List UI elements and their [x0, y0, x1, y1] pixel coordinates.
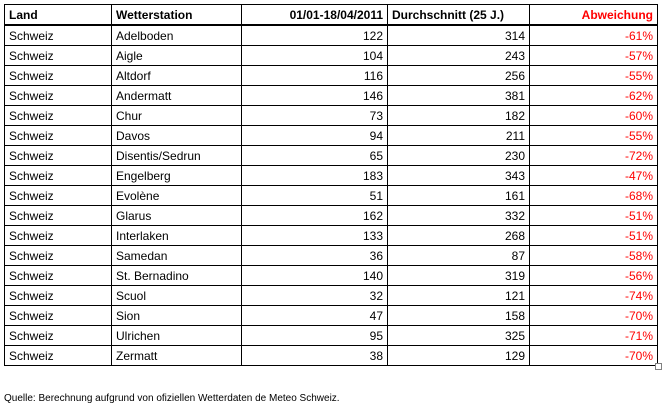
cell-land: Schweiz: [5, 86, 112, 106]
cell-deviation: -74%: [530, 286, 658, 306]
cell-station: Glarus: [112, 206, 242, 226]
table-row: [5, 66, 658, 86]
table-row: [5, 146, 658, 166]
cell-station: Engelberg: [112, 166, 242, 186]
cell-period: 36: [242, 246, 388, 266]
cell-station: Samedan: [112, 246, 242, 266]
cell-average: 332: [388, 206, 530, 226]
cell-station: Davos: [112, 126, 242, 146]
cell-deviation: -60%: [530, 106, 658, 126]
cell-average: 158: [388, 306, 530, 326]
header-land: Land: [5, 5, 112, 26]
cell-average: 243: [388, 46, 530, 66]
cell-station: Zermatt: [112, 346, 242, 366]
table-row: [5, 206, 658, 226]
cell-average: 161: [388, 186, 530, 206]
table-row: [5, 346, 658, 366]
cell-land: Schweiz: [5, 166, 112, 186]
header-deviation: Abweichung: [530, 5, 658, 26]
cell-period: 162: [242, 206, 388, 226]
table-row: [5, 86, 658, 106]
table-row: [5, 166, 658, 186]
table-row: [5, 106, 658, 126]
cell-land: Schweiz: [5, 346, 112, 366]
cell-average: 256: [388, 66, 530, 86]
weather-table-sheet: [4, 4, 658, 366]
cell-average: 129: [388, 346, 530, 366]
cell-deviation: -72%: [530, 146, 658, 166]
cell-average: 230: [388, 146, 530, 166]
cell-average: 268: [388, 226, 530, 246]
table-row: [5, 326, 658, 346]
cell-station: St. Bernadino: [112, 266, 242, 286]
table-body: [5, 25, 658, 366]
cell-period: 47: [242, 306, 388, 326]
cell-land: Schweiz: [5, 66, 112, 86]
cell-station: Adelboden: [112, 25, 242, 46]
cell-average: 87: [388, 246, 530, 266]
cell-land: Schweiz: [5, 246, 112, 266]
cell-average: 121: [388, 286, 530, 306]
cell-period: 51: [242, 186, 388, 206]
cell-deviation: -70%: [530, 306, 658, 326]
cell-average: 381: [388, 86, 530, 106]
cell-period: 116: [242, 66, 388, 86]
header-station: Wetterstation: [112, 5, 242, 26]
source-note: Quelle: Berechnung aufgrund von ofiziellen Wetterdaten de Meteo Schweiz.: [4, 393, 340, 404]
cell-station: Andermatt: [112, 86, 242, 106]
cell-deviation: -62%: [530, 86, 658, 106]
cell-land: Schweiz: [5, 226, 112, 246]
table-row: [5, 25, 658, 46]
header-row: [5, 5, 658, 26]
cell-deviation: -55%: [530, 66, 658, 86]
table-row: [5, 226, 658, 246]
cell-period: 140: [242, 266, 388, 286]
cell-land: Schweiz: [5, 306, 112, 326]
cell-period: 146: [242, 86, 388, 106]
cell-station: Ulrichen: [112, 326, 242, 346]
cell-deviation: -68%: [530, 186, 658, 206]
cell-land: Schweiz: [5, 46, 112, 66]
header-average: Durchschnitt (25 J.): [388, 5, 530, 26]
cell-land: Schweiz: [5, 286, 112, 306]
cell-period: 38: [242, 346, 388, 366]
header-period: 01/01-18/04/2011: [242, 5, 388, 26]
cell-station: Sion: [112, 306, 242, 326]
cell-land: Schweiz: [5, 206, 112, 226]
cell-period: 65: [242, 146, 388, 166]
cell-period: 104: [242, 46, 388, 66]
cell-deviation: -55%: [530, 126, 658, 146]
cell-period: 73: [242, 106, 388, 126]
weather-table: [4, 4, 658, 366]
cell-average: 314: [388, 25, 530, 46]
table-row: [5, 266, 658, 286]
cell-deviation: -61%: [530, 25, 658, 46]
cell-land: Schweiz: [5, 126, 112, 146]
cell-station: Aigle: [112, 46, 242, 66]
table-row: [5, 246, 658, 266]
cell-average: 343: [388, 166, 530, 186]
cell-deviation: -57%: [530, 46, 658, 66]
cell-average: 182: [388, 106, 530, 126]
cell-deviation: -58%: [530, 246, 658, 266]
cell-station: Altdorf: [112, 66, 242, 86]
cell-station: Disentis/Sedrun: [112, 146, 242, 166]
cell-deviation: -56%: [530, 266, 658, 286]
cell-deviation: -47%: [530, 166, 658, 186]
cell-average: 319: [388, 266, 530, 286]
cell-station: Interlaken: [112, 226, 242, 246]
cell-land: Schweiz: [5, 106, 112, 126]
cell-period: 183: [242, 166, 388, 186]
cell-land: Schweiz: [5, 186, 112, 206]
cell-land: Schweiz: [5, 146, 112, 166]
cell-average: 211: [388, 126, 530, 146]
cell-deviation: -51%: [530, 206, 658, 226]
cell-period: 32: [242, 286, 388, 306]
table-row: [5, 46, 658, 66]
resize-handle[interactable]: [655, 363, 662, 370]
cell-station: Evolène: [112, 186, 242, 206]
table-row: [5, 126, 658, 146]
cell-land: Schweiz: [5, 25, 112, 46]
cell-period: 94: [242, 126, 388, 146]
table-row: [5, 286, 658, 306]
cell-deviation: -51%: [530, 226, 658, 246]
cell-deviation: -71%: [530, 326, 658, 346]
cell-period: 133: [242, 226, 388, 246]
cell-period: 95: [242, 326, 388, 346]
cell-deviation: -70%: [530, 346, 658, 366]
table-row: [5, 186, 658, 206]
cell-land: Schweiz: [5, 266, 112, 286]
cell-station: Chur: [112, 106, 242, 126]
cell-average: 325: [388, 326, 530, 346]
cell-land: Schweiz: [5, 326, 112, 346]
cell-period: 122: [242, 25, 388, 46]
table-row: [5, 306, 658, 326]
cell-station: Scuol: [112, 286, 242, 306]
